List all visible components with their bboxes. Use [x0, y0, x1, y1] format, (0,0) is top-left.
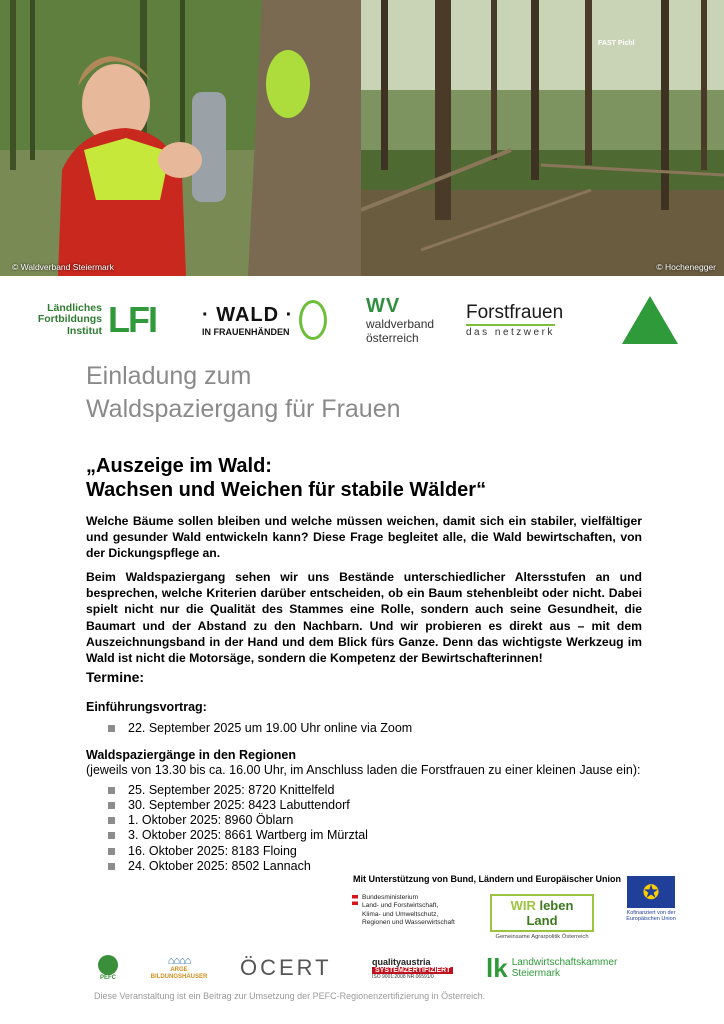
- square-bullet-icon: [108, 863, 115, 870]
- funding-title: Mit Unterstützung von Bund, Ländern und Europäischer Union: [353, 874, 621, 884]
- wald-logo-sub: IN FRAUENHÄNDEN: [202, 326, 290, 337]
- photo-credit-left: © Waldverband Steiermark: [12, 262, 114, 272]
- arge-line-1: ARGE: [170, 967, 188, 974]
- list-item-text: 16. Oktober 2025: 8183 Floing: [128, 843, 297, 858]
- pefc-tree-icon: [98, 955, 118, 975]
- austria-flag-icon: [352, 895, 358, 905]
- invitation-line-1: Einladung zum: [86, 362, 252, 390]
- list-item-text: 1. Oktober 2025: 8960 Öblarn: [128, 813, 294, 828]
- ministry-line-3: Klima- und Umweltschutz,: [362, 910, 439, 918]
- eu-logo-text: Kofinanziert von der Europäischen Union: [626, 910, 676, 923]
- ministry-logo: [352, 894, 472, 928]
- square-bullet-icon: [108, 832, 115, 839]
- ministry-line-4: Regionen und Wasserwirtschaft: [362, 919, 455, 927]
- ministry-line-1: Bundesministerium: [362, 894, 419, 901]
- lfi-logo-text: Ländliches Fortbildungs Institut: [37, 301, 102, 337]
- square-bullet-icon: [108, 817, 115, 824]
- square-bullet-icon: [108, 725, 115, 732]
- wir-logo-a: WIR: [510, 898, 536, 913]
- qa-logo-bar: SYSTEMZERTIFIZIERT: [372, 967, 453, 974]
- walks-note: (jeweils von 13.30 bis ca. 16.00 Uhr, im Anschluss laden die Forstfrauen zu einer kleinen Jause ein):: [86, 763, 641, 777]
- photo-woman-marking-tree: [0, 0, 361, 276]
- photo-woman-illustration: [0, 0, 361, 276]
- eu-logo: [622, 876, 680, 923]
- eu-stars-icon: ✪: [627, 876, 675, 908]
- forstfrauen-logo-sub: das netzwerk: [466, 324, 555, 338]
- ministry-line-2: Land- und Forstwirtschaft,: [362, 902, 439, 910]
- qa-logo-sub: ISO 9001:2008 NR.06591/0: [372, 973, 434, 980]
- list-item: [108, 798, 368, 813]
- landwirtschaftskammer-logo: [486, 950, 636, 986]
- list-item: [108, 828, 368, 843]
- walks-list: [108, 783, 368, 874]
- fast-pichl-logo-text: FAST Pichl: [598, 40, 635, 47]
- invitation-heading: [86, 360, 401, 425]
- lk-logo-mark: lk: [486, 952, 508, 983]
- arge-line-2: BILDUNGSHÄUSER: [150, 974, 208, 980]
- list-item: [108, 783, 368, 798]
- intro-paragraph: Welche Bäume sollen bleiben und welche müssen weichen, damit sich ein stabiler, vielfältiger und gesunder Wald entwickeln kann? Diese Frage begleitet alle, die Wald bewirtschaften, von der Dickungspflege an.: [86, 514, 642, 561]
- list-item-text: 24. Oktober 2025: 8502 Lannach: [128, 858, 311, 873]
- square-bullet-icon: [108, 848, 115, 855]
- wir-logo-b: leben Land: [526, 898, 574, 928]
- list-item: [108, 844, 368, 859]
- qa-logo-main: qualityaustria: [372, 956, 431, 967]
- wald-logo-main: · WALD ·: [202, 303, 294, 326]
- list-item-text: 3. Oktober 2025: 8661 Wartberg im Mürztal: [128, 828, 368, 843]
- list-item-text: 25. September 2025: 8720 Knittelfeld: [128, 783, 335, 797]
- wv-logo-mark: WV: [366, 295, 401, 318]
- event-title: [86, 454, 486, 502]
- photo-credit-right: © Hochenegger: [656, 262, 716, 272]
- waldverband-logo: [366, 292, 456, 348]
- wv-logo-line2: österreich: [366, 330, 419, 345]
- description-paragraph: Beim Waldspaziergang sehen wir uns Bestände unterschiedlicher Altersstufen an und besprechen, welche Kriterien darüber entscheiden, ob ein Baum stehenbleibt oder nicht. Dabei spielt nicht nur die Qualität des Stammes eine Rolle, sondern auch seine Gesundheit, die Baumart und der Abstand zu den Nachbarn. Und wir probieren es direkt aus – mit dem Auszeichnungsband in der Hand und dem Blick fürs Ganze. Denn das wichtigste Werkzeug im Wald ist nicht die Motorsäge, sondern die Kompetenz der Bewirtschafterinnen!: [86, 570, 642, 666]
- forstfrauen-logo: [466, 292, 606, 348]
- lfi-logo: [36, 292, 176, 348]
- wv-logo-line1: waldverband: [366, 317, 435, 332]
- event-title-line-1: „Auszeige im Wald:: [86, 455, 272, 477]
- lfi-logo-mark: LFI: [108, 299, 156, 340]
- list-item: [108, 859, 368, 874]
- wald-in-frauenhaenden-logo: [202, 292, 342, 348]
- venus-leaf-icon: [299, 300, 327, 340]
- fast-pichl-logo: [620, 292, 680, 348]
- certification-logos: [94, 950, 634, 986]
- invitation-line-2: Waldspaziergang für Frauen: [86, 394, 401, 423]
- triangle-icon: [622, 296, 678, 344]
- wir-logo-sub: Gemeinsame Agrarpolitik Österreich: [495, 934, 589, 940]
- forstfrauen-logo-main: Forstfrauen: [466, 302, 564, 323]
- arge-bildungshaeuser-logo: [144, 950, 214, 986]
- event-title-line-2: Wachsen und Weichen für stabile Wälder“: [86, 479, 487, 501]
- pefc-logo-text: PEFC: [99, 975, 116, 981]
- footer-note: Diese Veranstaltung ist ein Beitrag zur Umsetzung der PEFC-Regionenzertifizierung in Österreich.: [94, 991, 486, 1001]
- lk-line-1: Landwirtschaftskammer: [511, 956, 618, 968]
- square-bullet-icon: [108, 802, 115, 809]
- list-item: [108, 813, 368, 828]
- list-item-text: 22. September 2025 um 19.00 Uhr online via Zoom: [128, 721, 413, 735]
- square-bullet-icon: [108, 787, 115, 794]
- partner-logos: [36, 292, 696, 348]
- quality-austria-logo: [372, 950, 452, 986]
- termine-heading: Termine:: [86, 669, 145, 685]
- lk-line-2: Steiermark: [511, 968, 561, 979]
- pefc-logo: [94, 950, 122, 986]
- walks-label: Waldspaziergänge in den Regionen: [86, 748, 296, 762]
- ocert-logo: ÖCERT: [240, 955, 332, 980]
- wir-leben-land-logo: [490, 894, 594, 940]
- photo-forest-illustration: [361, 0, 724, 276]
- photo-forest: [361, 0, 724, 276]
- list-item: [108, 721, 412, 736]
- houses-icon: ⌂⌂⌂⌂: [167, 955, 191, 968]
- intro-talk-list: [108, 721, 412, 736]
- intro-talk-label: Einführungsvortrag:: [86, 700, 207, 714]
- list-item-text: 30. September 2025: 8423 Labuttendorf: [128, 798, 350, 813]
